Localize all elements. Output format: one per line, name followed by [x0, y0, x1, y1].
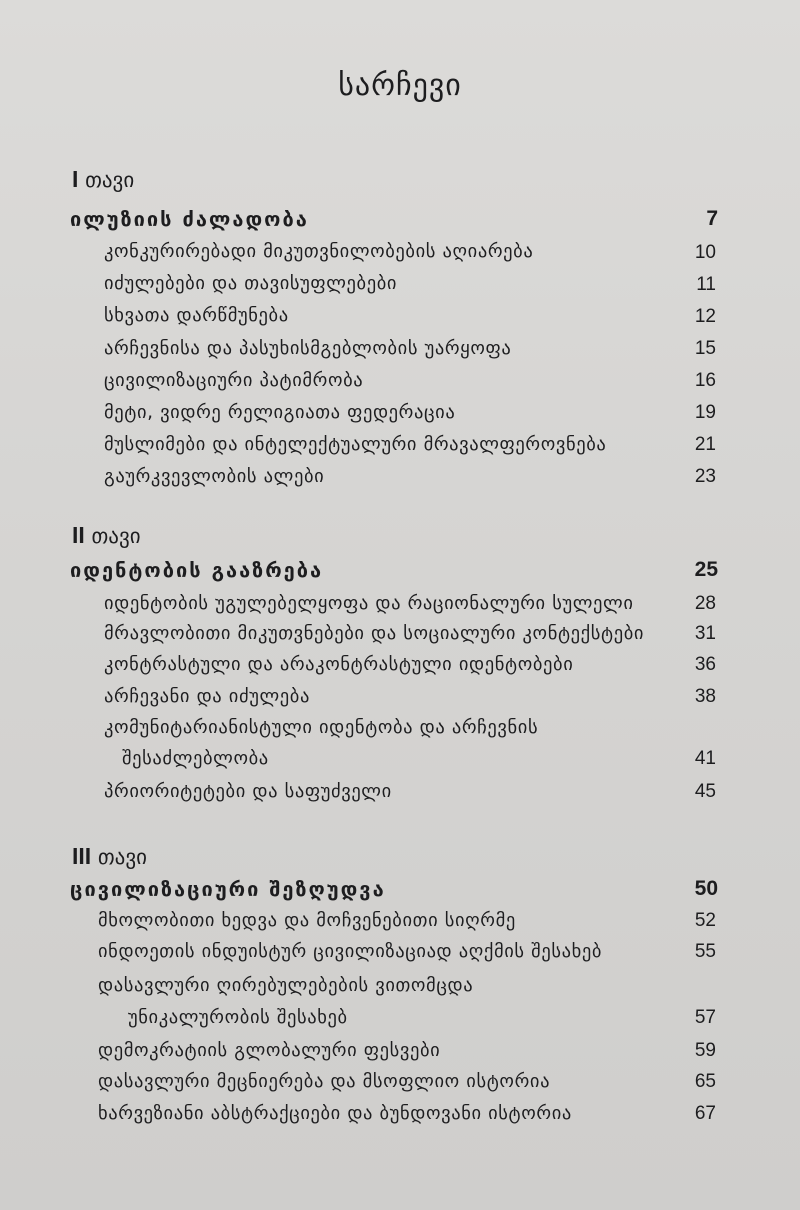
toc-entry: არჩევნისა და პასუხისმგებლობის უარყოფა: [104, 338, 512, 359]
toc-entry-page: 41: [694, 748, 716, 769]
toc-entry: დასავლური ღირებულებების ვითომცდა: [98, 975, 474, 996]
toc-entry: მუსლიმები და ინტელექტუალური მრავალფეროვნება: [104, 434, 607, 455]
chapter-2-page: 25: [694, 558, 718, 581]
toc-entry: დასავლური მეცნიერება და მსოფლიო ისტორია: [98, 1071, 551, 1092]
toc-entry-page: 10: [694, 242, 716, 263]
toc-entry-page: 21: [694, 434, 716, 455]
toc-entry-page: 38: [694, 686, 716, 707]
toc-entry: დემოკრატიის გლობალური ფესვები: [98, 1040, 441, 1061]
toc-entry: მხოლობითი ხედვა და მოჩვენებითი სიღრმე: [98, 910, 516, 931]
chapter-1-number: I: [72, 166, 79, 192]
toc-entry-page: 52: [694, 910, 716, 931]
toc-entry-page: 11: [696, 274, 716, 295]
toc-entry-page: 36: [694, 654, 716, 675]
toc-entry: არჩევანი და იძულება: [104, 686, 310, 707]
page-title: სარჩევი: [338, 68, 462, 103]
toc-entry-page: 12: [694, 306, 716, 327]
toc-entry-continued: უნიკალურობის შესახებ: [128, 1007, 348, 1028]
chapter-3-word: თავი: [97, 845, 147, 869]
toc-entry: კონკურირებადი მიკუთვნილობების აღიარება: [104, 241, 534, 262]
toc-entry: ინდოეთის ინდუისტურ ცივილიზაციად აღქმის შესახებ: [98, 941, 603, 962]
toc-entry-page: 28: [694, 593, 716, 614]
toc-entry-page: 65: [694, 1071, 716, 1092]
chapter-1-label: [72, 166, 134, 193]
chapter-1-page: 7: [706, 207, 718, 230]
chapter-1-word: თავი: [85, 168, 135, 192]
chapter-3-title: ცივილიზაციური შეზღუდვა: [70, 877, 386, 901]
toc-entry: კონტრასტული და არაკონტრასტული იდენტობები: [104, 654, 574, 675]
chapter-1-title: ილუზიის ძალადობა: [70, 207, 309, 231]
chapter-2-number: II: [72, 522, 85, 548]
toc-entry-page: 23: [694, 466, 716, 487]
toc-entry: გაურკვევლობის ალები: [104, 466, 325, 487]
chapter-3-number: III: [72, 843, 92, 869]
chapter-2-label: [72, 522, 141, 549]
toc-entry-page: 19: [694, 402, 716, 423]
toc-entry-page: 16: [694, 370, 716, 391]
chapter-3-label: [72, 843, 147, 870]
toc-entry-continued: შესაძლებლობა: [122, 748, 269, 769]
toc-entry: მეტი, ვიდრე რელიგიათა ფედერაცია: [104, 402, 456, 423]
toc-entry-page: 57: [694, 1007, 716, 1028]
chapter-3-page: 50: [694, 877, 718, 900]
toc-entry: იძულებები და თავისუფლებები: [104, 273, 398, 294]
toc-entry: იდენტობის უგულებელყოფა და რაციონალური სულელი: [104, 593, 634, 614]
toc-entry-page: 31: [694, 623, 716, 644]
toc-entry-page: 67: [694, 1103, 716, 1124]
chapter-2-title: იდენტობის გააზრება: [70, 558, 324, 582]
toc-entry: კომუნიტარიანისტული იდენტობა და არჩევნის: [104, 717, 539, 738]
toc-entry-page: 55: [694, 941, 716, 962]
toc-entry: პრიორიტეტები და საფუძველი: [104, 781, 392, 802]
toc-entry-page: 59: [694, 1040, 716, 1061]
toc-entry: მრავლობითი მიკუთვნებები და სოციალური კონტექსტები: [104, 623, 645, 644]
toc-entry: ხარვეზიანი აბსტრაქციები და ბუნდოვანი ისტორია: [98, 1103, 572, 1124]
toc-entry: სხვათა დარწმუნება: [104, 305, 289, 326]
toc-entry: ცივილიზაციური პატიმრობა: [104, 370, 364, 391]
toc-entry-page: 45: [694, 781, 716, 802]
chapter-2-word: თავი: [91, 524, 141, 548]
toc-entry-page: 15: [694, 338, 716, 359]
